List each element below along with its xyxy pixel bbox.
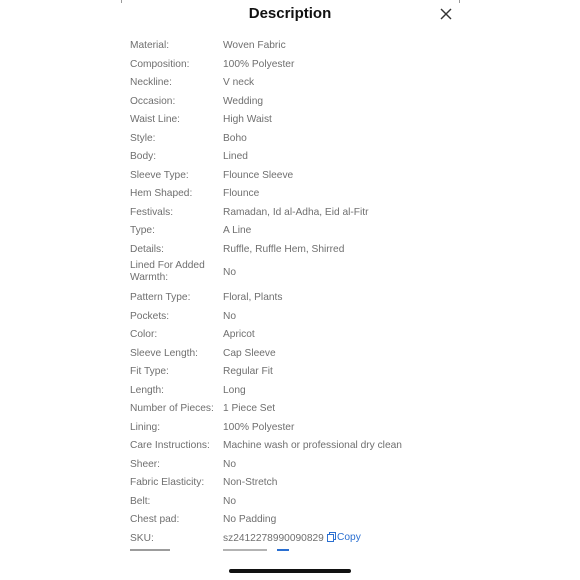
attribute-row xyxy=(0,74,580,93)
attribute-row xyxy=(0,111,580,130)
attribute-value: Boho xyxy=(223,132,247,144)
attribute-label: Sleeve Length: xyxy=(130,347,198,359)
attribute-label: Festivals: xyxy=(130,206,174,218)
next-row-partial xyxy=(0,549,580,555)
attribute-row xyxy=(0,474,580,493)
attribute-row xyxy=(0,345,580,364)
attribute-value: No xyxy=(223,267,237,278)
attribute-label: Details: xyxy=(130,243,164,255)
attribute-row xyxy=(0,259,580,289)
attribute-row xyxy=(0,204,580,223)
attribute-row xyxy=(0,493,580,512)
attribute-row xyxy=(0,56,580,75)
attribute-label: Color: xyxy=(130,329,158,340)
partial-copy-link xyxy=(277,549,289,551)
attribute-label: Neckline: xyxy=(130,77,172,88)
attribute-value: Long xyxy=(223,384,246,396)
attribute-value: No xyxy=(223,495,237,507)
partial-value xyxy=(223,549,267,551)
attribute-value: 100% Polyester xyxy=(223,421,295,433)
attribute-label: Occasion: xyxy=(130,95,176,107)
attribute-value: Flounce Sleeve xyxy=(223,169,294,181)
sku-row xyxy=(0,530,580,549)
attribute-value: Lined xyxy=(223,151,248,162)
attribute-label: Lining: xyxy=(130,421,161,433)
attribute-row xyxy=(0,437,580,456)
attribute-value: Cap Sleeve xyxy=(223,347,276,359)
attribute-label: Belt: xyxy=(130,495,151,507)
attribute-row xyxy=(0,419,580,438)
attribute-label: Material: xyxy=(130,40,170,51)
attribute-value: No xyxy=(223,310,237,322)
attribute-row xyxy=(0,289,580,308)
attribute-value: Machine wash or professional dry clean xyxy=(223,440,402,451)
attribute-value: Non-Stretch xyxy=(223,477,278,488)
attribute-label: Waist Line: xyxy=(130,114,181,125)
attribute-value: Floral, Plants xyxy=(223,292,283,303)
attribute-label: Fabric Elasticity: xyxy=(130,477,205,488)
attribute-value: A Line xyxy=(223,225,252,236)
attribute-value: Woven Fabric xyxy=(223,40,286,51)
attribute-value: No xyxy=(223,458,237,470)
attribute-row xyxy=(0,93,580,112)
sku-value: sz2412278990090829 xyxy=(223,532,324,544)
attribute-row xyxy=(0,241,580,260)
attribute-label: Lined For Added Warmth: xyxy=(130,260,205,283)
attribute-label: Composition: xyxy=(130,58,190,70)
sheet-edge-left xyxy=(121,0,122,3)
attribute-label: Length: xyxy=(130,384,164,396)
attribute-label: Sleeve Type: xyxy=(130,169,189,181)
sheet-edge-right xyxy=(459,0,460,3)
attribute-label: Hem Shaped: xyxy=(130,188,193,199)
attribute-label: Number of Pieces: xyxy=(130,403,214,414)
attribute-row xyxy=(0,130,580,149)
copy-icon xyxy=(327,532,336,542)
attribute-row xyxy=(0,308,580,327)
attribute-row xyxy=(0,456,580,475)
attribute-value: Wedding xyxy=(223,95,264,107)
sku-label: SKU: xyxy=(130,532,154,544)
attribute-label: Chest pad: xyxy=(130,514,180,525)
attribute-label: Care Instructions: xyxy=(130,440,210,451)
page-title: Description xyxy=(248,5,332,22)
attribute-row xyxy=(0,326,580,345)
attribute-value: Apricot xyxy=(223,329,255,340)
attribute-value: Ruffle, Ruffle Hem, Shirred xyxy=(223,243,345,255)
attribute-list xyxy=(0,37,580,548)
attribute-label: Pockets: xyxy=(130,310,170,322)
attribute-label: Body: xyxy=(130,151,157,162)
copy-button[interactable] xyxy=(327,532,361,543)
attribute-label: Pattern Type: xyxy=(130,292,191,303)
attribute-value: 1 Piece Set xyxy=(223,403,276,414)
attribute-value: No Padding xyxy=(223,514,277,525)
attribute-value: Regular Fit xyxy=(223,366,273,377)
home-indicator[interactable] xyxy=(229,569,351,573)
attribute-label: Type: xyxy=(130,225,155,236)
attribute-value: Ramadan, Id al-Adha, Eid al-Fitr xyxy=(223,206,369,218)
attribute-row xyxy=(0,363,580,382)
attribute-row xyxy=(0,400,580,419)
attribute-value: 100% Polyester xyxy=(223,58,295,70)
attribute-row xyxy=(0,382,580,401)
attribute-row xyxy=(0,511,580,530)
attribute-label: Sheer: xyxy=(130,458,161,470)
attribute-row xyxy=(0,148,580,167)
attribute-value: Flounce xyxy=(223,188,260,199)
attribute-row xyxy=(0,167,580,186)
copy-label: Copy xyxy=(337,531,361,543)
attribute-label: Style: xyxy=(130,132,156,144)
attribute-row xyxy=(0,222,580,241)
attribute-row xyxy=(0,37,580,56)
attribute-value: High Waist xyxy=(223,114,272,125)
attribute-row xyxy=(0,185,580,204)
attribute-label: Fit Type: xyxy=(130,366,169,377)
partial-label xyxy=(130,549,170,551)
close-icon xyxy=(439,7,453,21)
close-button[interactable] xyxy=(439,7,453,21)
attribute-value: V neck xyxy=(223,77,255,88)
